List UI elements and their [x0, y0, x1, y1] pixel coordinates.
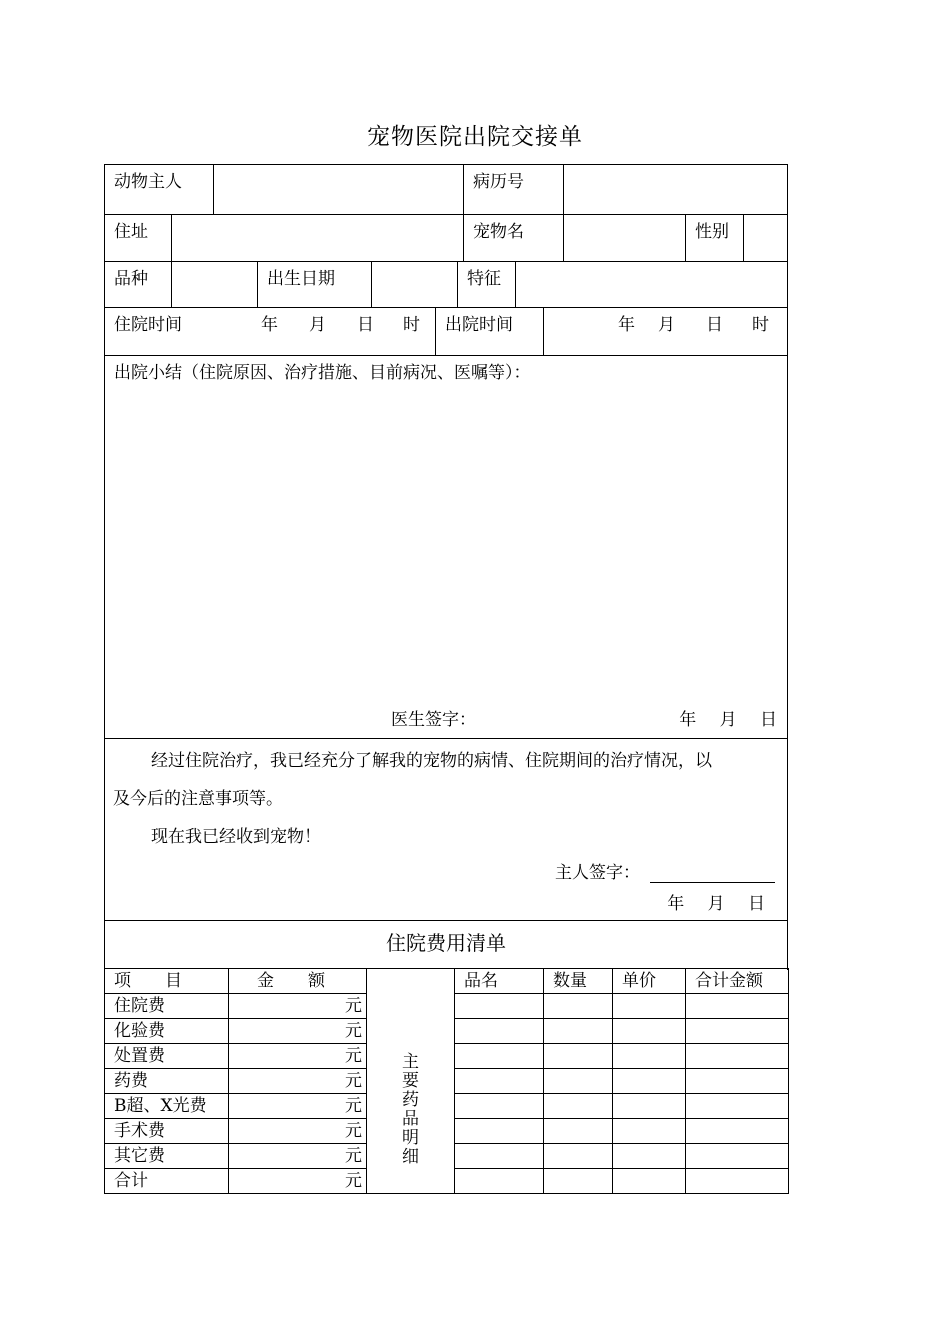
drug-name-cell[interactable] — [455, 1044, 544, 1069]
drug-qty-cell[interactable] — [544, 1069, 613, 1094]
record-no-label: 病历号 — [463, 165, 563, 214]
drug-total-cell[interactable] — [686, 994, 789, 1019]
address-label: 住址 — [114, 222, 148, 242]
price-column-header: 单价 — [613, 969, 686, 994]
address-row — [104, 214, 788, 261]
owner-sign-date — [667, 889, 765, 914]
birth-label: 出生日期 — [257, 262, 371, 307]
drug-total-cell[interactable] — [686, 1094, 789, 1119]
fee-item-label: 药费 — [105, 1069, 229, 1094]
drug-name-cell[interactable] — [455, 1119, 544, 1144]
drug-price-cell[interactable] — [613, 1144, 686, 1169]
fee-title-row — [104, 920, 788, 970]
drug-price-cell[interactable] — [613, 994, 686, 1019]
fee-amount-field[interactable]: 元 — [229, 1094, 367, 1119]
admit-day: 日 — [357, 315, 374, 335]
drug-total-cell[interactable] — [686, 1019, 789, 1044]
breed-field[interactable] — [171, 262, 257, 307]
name-column-header: 品名 — [455, 969, 544, 994]
drug-total-cell[interactable] — [686, 1069, 789, 1094]
owner-date-day: 日 — [748, 894, 765, 914]
drug-qty-cell[interactable] — [544, 1019, 613, 1044]
doctor-sign-label: 医生签字： — [391, 710, 476, 730]
breed-row — [104, 261, 788, 307]
acknowledgement-box — [104, 738, 788, 920]
drug-qty-cell[interactable] — [544, 1119, 613, 1144]
discharge-year: 年 — [618, 315, 635, 335]
discharge-hour: 时 — [752, 315, 769, 335]
fee-amount-field[interactable]: 元 — [229, 994, 367, 1019]
features-field[interactable] — [515, 262, 787, 307]
drug-total-cell[interactable] — [686, 1169, 789, 1194]
drug-detail-label-cell — [367, 969, 455, 1194]
discharge-month: 月 — [658, 315, 675, 335]
fee-item-label: 处置费 — [105, 1044, 229, 1069]
total-column-header: 合计金额 — [686, 969, 789, 994]
doctor-date-year: 年 — [679, 710, 697, 730]
doctor-sign-date — [679, 705, 777, 730]
drug-name-cell[interactable] — [455, 1094, 544, 1119]
drug-price-cell[interactable] — [613, 1044, 686, 1069]
admit-label: 住院时间 — [114, 315, 182, 335]
doctor-date-day: 日 — [760, 710, 777, 730]
fee-amount-field[interactable]: 元 — [229, 1169, 367, 1194]
item-column-header: 项 目 — [105, 969, 229, 994]
fee-item-label: 其它费 — [105, 1144, 229, 1169]
fee-amount-field[interactable]: 元 — [229, 1144, 367, 1169]
fee-amount-field[interactable]: 元 — [229, 1019, 367, 1044]
owner-row — [104, 164, 788, 214]
time-row — [104, 307, 788, 355]
admit-datetime-field[interactable] — [213, 308, 435, 355]
drug-price-cell[interactable] — [613, 1069, 686, 1094]
qty-column-header: 数量 — [544, 969, 613, 994]
fee-item-label: 手术费 — [105, 1119, 229, 1144]
fee-item-label: 合计 — [105, 1169, 229, 1194]
fee-table — [104, 968, 789, 1194]
owner-label: 动物主人 — [114, 172, 182, 192]
drug-qty-cell[interactable] — [544, 1169, 613, 1194]
fee-item-label: B超、X光费 — [105, 1094, 229, 1119]
gender-field[interactable] — [743, 215, 787, 261]
gender-label: 性别 — [685, 215, 743, 261]
drug-price-cell[interactable] — [613, 1119, 686, 1144]
birth-field[interactable] — [371, 262, 457, 307]
ack-line-3: 现在我已经收到宠物！ — [151, 827, 321, 847]
drug-name-cell[interactable] — [455, 1169, 544, 1194]
drug-qty-cell[interactable] — [544, 1094, 613, 1119]
drug-qty-cell[interactable] — [544, 994, 613, 1019]
pet-name-field[interactable] — [563, 215, 685, 261]
admit-month: 月 — [309, 315, 326, 335]
record-no-field[interactable] — [563, 165, 787, 214]
address-field[interactable] — [171, 215, 463, 261]
fee-item-label: 住院费 — [105, 994, 229, 1019]
fee-amount-field[interactable]: 元 — [229, 1119, 367, 1144]
pet-name-label: 宠物名 — [463, 215, 563, 261]
drug-name-cell[interactable] — [455, 1144, 544, 1169]
drug-name-cell[interactable] — [455, 1019, 544, 1044]
drug-total-cell[interactable] — [686, 1119, 789, 1144]
discharge-label: 出院时间 — [435, 308, 543, 355]
owner-sign-row — [555, 858, 775, 883]
fee-header-row — [105, 969, 789, 994]
owner-sign-line[interactable] — [650, 864, 775, 883]
amount-column-header: 金 额 — [229, 969, 367, 994]
fee-amount-field[interactable]: 元 — [229, 1044, 367, 1069]
features-label: 特征 — [457, 262, 515, 307]
ack-line-2: 及今后的注意事项等。 — [113, 789, 283, 809]
discharge-datetime-field[interactable] — [543, 308, 787, 355]
owner-date-year: 年 — [667, 894, 685, 914]
owner-sign-label: 主人签字： — [555, 863, 640, 883]
drug-name-cell[interactable] — [455, 1069, 544, 1094]
admit-hour: 时 — [403, 315, 420, 335]
drug-total-cell[interactable] — [686, 1144, 789, 1169]
breed-label: 品种 — [114, 269, 148, 289]
drug-name-cell[interactable] — [455, 994, 544, 1019]
discharge-summary-box[interactable] — [104, 355, 788, 738]
drug-price-cell[interactable] — [613, 1019, 686, 1044]
owner-date-month: 月 — [707, 894, 725, 914]
summary-label: 出院小结（住院原因、治疗措施、目前病况、医嘱等）： — [114, 363, 531, 383]
discharge-day: 日 — [706, 315, 723, 335]
ack-line-1: 经过住院治疗，我已经充分了解我的宠物的病情、住院期间的治疗情况，以 — [151, 751, 712, 771]
fee-item-label: 化验费 — [105, 1019, 229, 1044]
drug-total-cell[interactable] — [686, 1044, 789, 1069]
doctor-date-month: 月 — [719, 710, 737, 730]
form-title: 宠物医院出院交接单 — [367, 124, 583, 150]
drug-qty-cell[interactable] — [544, 1144, 613, 1169]
discharge-form — [104, 164, 788, 970]
drug-qty-cell[interactable] — [544, 1044, 613, 1069]
drug-price-cell[interactable] — [613, 1094, 686, 1119]
fee-list-title: 住院费用清单 — [386, 931, 506, 955]
drug-price-cell[interactable] — [613, 1169, 686, 1194]
owner-field[interactable] — [213, 165, 463, 214]
admit-year: 年 — [261, 315, 278, 335]
fee-amount-field[interactable]: 元 — [229, 1069, 367, 1094]
drug-detail-label: 主要药品明细 — [402, 1052, 419, 1167]
